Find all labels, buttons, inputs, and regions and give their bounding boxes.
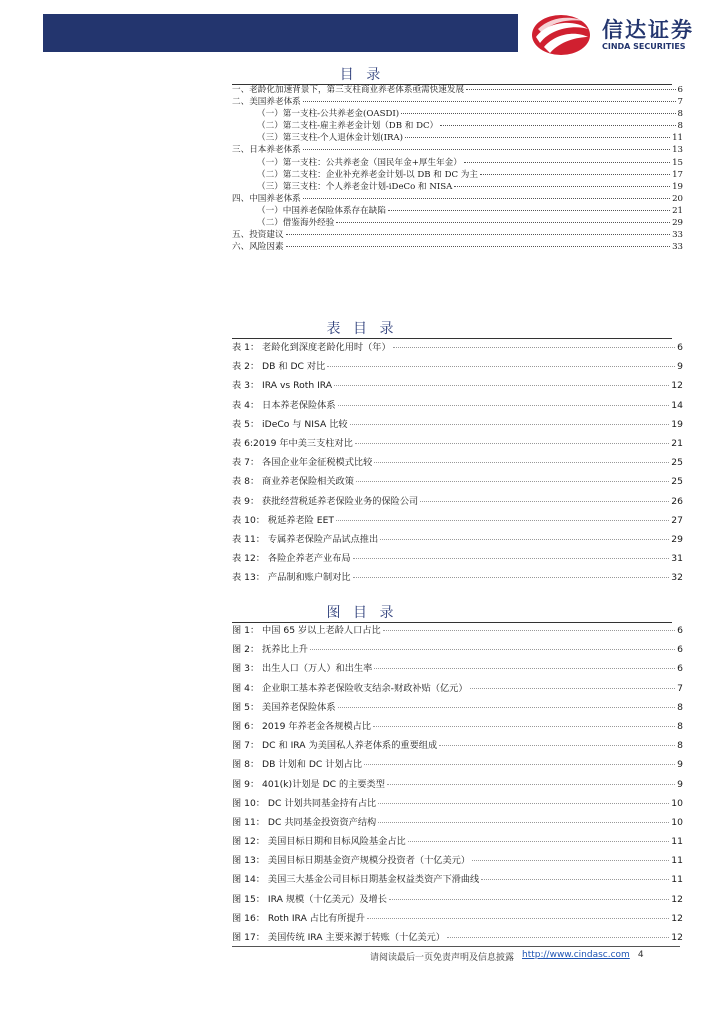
toc-entry-title: 二、美国养老体系 bbox=[232, 97, 301, 108]
table-entry[interactable] bbox=[232, 531, 683, 550]
figure-entry-page: 6 bbox=[677, 644, 683, 656]
leader-dots bbox=[481, 879, 669, 880]
table-entry-title: 表 6:2019 年中美三支柱对比 bbox=[232, 437, 353, 449]
toc-entry-title: （三）第三支柱-个人退休金计划(IRA) bbox=[257, 133, 403, 144]
logo-english-name: CINDA SECURITIES bbox=[602, 42, 686, 51]
logo-chinese-name: 信达证券 bbox=[602, 18, 694, 42]
figure-entry-page: 10 bbox=[671, 816, 683, 828]
leader-dots bbox=[303, 101, 676, 102]
table-entry-page: 19 bbox=[671, 418, 683, 430]
toc-entry[interactable] bbox=[232, 143, 683, 155]
toc-entry[interactable] bbox=[232, 168, 683, 180]
figure-entry-title: 图 9： 401(k)计划是 DC 的主要类型 bbox=[232, 778, 385, 790]
toc-entry-title: 五、投资建议 bbox=[232, 230, 284, 241]
footer-website-link[interactable]: http://www.cindasc.com bbox=[522, 950, 630, 960]
table-entry-title: 表 7： 各国企业年金征税模式比较 bbox=[232, 457, 373, 469]
figure-entry-page: 11 bbox=[671, 874, 683, 886]
leader-dots bbox=[383, 630, 675, 631]
table-entry-page: 9 bbox=[677, 361, 683, 373]
figure-entry[interactable] bbox=[232, 776, 683, 795]
table-entry[interactable] bbox=[232, 454, 683, 473]
toc-list bbox=[232, 83, 683, 252]
table-entry-title: 表 2： DB 和 DC 对比 bbox=[232, 361, 326, 373]
leader-dots bbox=[303, 198, 670, 199]
tables-list bbox=[232, 339, 683, 588]
figure-entry-page: 7 bbox=[677, 682, 683, 694]
toc-entry[interactable] bbox=[232, 83, 683, 95]
figure-entry[interactable] bbox=[232, 660, 683, 679]
leader-dots bbox=[454, 186, 670, 187]
figure-entry-page: 9 bbox=[677, 778, 683, 790]
footer-disclaimer: 请阅读最后一页免责声明及信息披露 bbox=[370, 953, 515, 963]
toc-entry[interactable] bbox=[232, 156, 683, 168]
table-entry[interactable] bbox=[232, 397, 683, 416]
leader-dots bbox=[447, 937, 669, 938]
toc-entry-page: 7 bbox=[677, 97, 683, 108]
leader-dots bbox=[439, 745, 675, 746]
toc-entry-title: （一）中国养老保险体系存在缺陷 bbox=[257, 205, 386, 216]
footer-rule bbox=[232, 946, 680, 947]
table-entry-page: 25 bbox=[671, 457, 683, 469]
figure-entry-title: 图 5： 美国养老保险体系 bbox=[232, 701, 336, 713]
table-entry-page: 27 bbox=[671, 514, 683, 526]
toc-title: 目 录 bbox=[339, 67, 385, 83]
figure-entry-title: 图 15： IRA 规模（十亿美元）及增长 bbox=[232, 893, 387, 905]
figure-entry-title: 图 2： 抚养比上升 bbox=[232, 644, 308, 656]
table-entry-page: 6 bbox=[677, 342, 683, 353]
figure-entry[interactable] bbox=[232, 814, 683, 833]
leader-dots bbox=[466, 89, 675, 90]
toc-entry-title: 四、中国养老体系 bbox=[232, 193, 301, 204]
leader-dots bbox=[336, 222, 670, 223]
leader-dots bbox=[378, 803, 669, 804]
figure-entry-page: 6 bbox=[677, 625, 683, 636]
figure-entry-title: 图 4： 企业职工基本养老保险收支结余-财政补贴（亿元） bbox=[232, 682, 468, 694]
leader-dots bbox=[378, 822, 669, 823]
table-entry-page: 25 bbox=[671, 476, 683, 488]
table-entry-title: 表 4： 日本养老保险体系 bbox=[232, 399, 336, 411]
toc-entry-page: 6 bbox=[677, 85, 683, 95]
figure-entry-title: 图 7： DC 和 IRA 为美国私人养老体系的重要组成 bbox=[232, 740, 438, 752]
table-entry[interactable] bbox=[232, 493, 683, 512]
tables-title: 表 目 录 bbox=[326, 321, 398, 337]
table-entry[interactable] bbox=[232, 512, 683, 531]
table-entry-title: 表 1： 老龄化到深度老龄化用时（年） bbox=[232, 342, 391, 353]
figure-entry-title: 图 17： 美国传统 IRA 主要来源于转账（十亿美元） bbox=[232, 932, 445, 943]
figure-entry[interactable] bbox=[232, 910, 683, 929]
toc-entry-page: 8 bbox=[677, 121, 683, 132]
toc-entry[interactable] bbox=[232, 119, 683, 131]
toc-entry-title: （一）第一支柱：公共养老金（国民年金+厚生年金） bbox=[257, 157, 462, 168]
leader-dots bbox=[480, 174, 670, 175]
table-entry-title: 表 13： 产品制和账户制对比 bbox=[232, 572, 351, 584]
toc-entry-title: （二）借鉴海外经验 bbox=[257, 218, 335, 229]
table-entry-title: 表 9： 获批经营税延养老保险业务的保险公司 bbox=[232, 495, 419, 507]
table-entry-page: 21 bbox=[671, 437, 683, 449]
leader-dots bbox=[353, 558, 670, 559]
toc-entry[interactable] bbox=[232, 180, 683, 192]
leader-dots bbox=[350, 424, 670, 425]
table-entry[interactable] bbox=[232, 550, 683, 569]
leader-dots bbox=[374, 668, 675, 669]
figure-entry-title: 图 14： 美国三大基金公司目标日期基金权益类资产下滑曲线 bbox=[232, 874, 480, 886]
toc-entry[interactable] bbox=[232, 95, 683, 107]
figure-entry[interactable] bbox=[232, 852, 683, 871]
figure-entry-page: 8 bbox=[677, 701, 683, 713]
table-entry[interactable] bbox=[232, 435, 683, 454]
figure-entry[interactable] bbox=[232, 622, 683, 641]
leader-dots bbox=[327, 366, 675, 367]
toc-entry-page: 17 bbox=[672, 169, 683, 180]
table-entry-page: 26 bbox=[671, 495, 683, 507]
leader-dots bbox=[440, 125, 675, 126]
table-entry-title: 表 3： IRA vs Roth IRA bbox=[232, 380, 333, 392]
toc-entry-page: 29 bbox=[672, 218, 683, 229]
table-entry[interactable] bbox=[232, 358, 683, 377]
figure-entry-page: 9 bbox=[677, 759, 683, 771]
toc-entry-title: （三）第三支柱：个人养老金计划-iDeCo 和 NISA bbox=[257, 181, 453, 192]
figure-entry[interactable] bbox=[232, 756, 683, 775]
figure-entry-title: 图 11： DC 共同基金投资资产结构 bbox=[232, 816, 377, 828]
figure-entry-title: 图 16： Roth IRA 占比有所提升 bbox=[232, 912, 365, 924]
leader-dots bbox=[470, 688, 676, 689]
figure-entry-page: 12 bbox=[671, 932, 683, 943]
toc-entry-page: 33 bbox=[672, 242, 683, 253]
toc-entry-page: 11 bbox=[672, 133, 683, 144]
table-entry-title: 表 8： 商业养老保险相关政策 bbox=[232, 476, 354, 488]
figure-entry-page: 12 bbox=[671, 893, 683, 905]
toc-entry-title: （二）第二支柱-雇主养老金计划（DB 和 DC） bbox=[257, 121, 439, 132]
figure-entry-page: 11 bbox=[671, 855, 683, 867]
figure-entry-title: 图 13： 美国目标日期基金资产规模分投资者（十亿美元） bbox=[232, 855, 471, 867]
figure-entry[interactable] bbox=[232, 833, 683, 852]
figure-entry[interactable] bbox=[232, 680, 683, 699]
toc-entry-title: 六、风险因素 bbox=[232, 242, 284, 253]
table-entry[interactable] bbox=[232, 473, 683, 492]
toc-entry[interactable] bbox=[232, 131, 683, 143]
cinda-logo-mark-icon bbox=[530, 13, 592, 57]
leader-dots bbox=[367, 918, 669, 919]
figure-entry-title: 图 6： 2019 年养老金各规模占比 bbox=[232, 720, 372, 732]
leader-dots bbox=[420, 501, 669, 502]
leader-dots bbox=[405, 137, 670, 138]
toc-entry-page: 13 bbox=[672, 145, 683, 156]
figures-list bbox=[232, 622, 683, 948]
toc-entry-page: 20 bbox=[672, 193, 683, 204]
toc-entry-title: 三、日本养老体系 bbox=[232, 145, 301, 156]
figure-entry[interactable] bbox=[232, 795, 683, 814]
table-entry-title: 表 12： 各险企养老产业布局 bbox=[232, 553, 351, 565]
figure-entry-page: 10 bbox=[671, 797, 683, 809]
leader-dots bbox=[464, 162, 670, 163]
toc-entry-page: 15 bbox=[672, 157, 683, 168]
figure-entry[interactable] bbox=[232, 699, 683, 718]
leader-dots bbox=[310, 649, 675, 650]
leader-dots bbox=[388, 210, 670, 211]
leader-dots bbox=[353, 577, 670, 578]
table-entry[interactable] bbox=[232, 339, 683, 358]
figure-entry-page: 6 bbox=[677, 663, 683, 675]
table-entry-page: 29 bbox=[671, 533, 683, 545]
header-band bbox=[43, 14, 518, 52]
leader-dots bbox=[334, 385, 669, 386]
leader-dots bbox=[393, 347, 675, 348]
table-entry[interactable] bbox=[232, 416, 683, 435]
leader-dots bbox=[338, 707, 676, 708]
leader-dots bbox=[389, 899, 669, 900]
toc-entry[interactable] bbox=[232, 204, 683, 216]
leader-dots bbox=[364, 764, 675, 765]
figure-entry-title: 图 12： 美国目标日期和目标风险基金占比 bbox=[232, 836, 406, 848]
toc-entry[interactable] bbox=[232, 192, 683, 204]
figure-entry[interactable] bbox=[232, 718, 683, 737]
table-entry[interactable] bbox=[232, 377, 683, 396]
figures-title: 图 目 录 bbox=[326, 605, 398, 621]
toc-entry-page: 19 bbox=[672, 181, 683, 192]
toc-entry-page: 33 bbox=[672, 230, 683, 241]
table-entry-title: 表 10： 税延养老险 EET bbox=[232, 514, 334, 526]
toc-entry[interactable] bbox=[232, 107, 683, 119]
figure-entry-page: 8 bbox=[677, 720, 683, 732]
leader-dots bbox=[401, 113, 675, 114]
toc-entry-page: 21 bbox=[672, 205, 683, 216]
leader-dots bbox=[336, 520, 669, 521]
table-entry-page: 32 bbox=[671, 572, 683, 584]
figure-entry-title: 图 8： DB 计划和 DC 计划占比 bbox=[232, 759, 363, 771]
table-entry-page: 14 bbox=[671, 399, 683, 411]
table-entry[interactable] bbox=[232, 569, 683, 588]
toc-entry[interactable] bbox=[232, 240, 683, 252]
figure-entry-page: 8 bbox=[677, 740, 683, 752]
table-entry-page: 12 bbox=[671, 380, 683, 392]
toc-entry-title: （二）第二支柱：企业补充养老金计划-以 DB 和 DC 为主 bbox=[257, 169, 478, 180]
leader-dots bbox=[472, 860, 669, 861]
toc-entry-title: 一、老龄化加速背景下，第三支柱商业养老体系亟需快速发展 bbox=[232, 85, 465, 95]
footer bbox=[370, 950, 680, 963]
figure-entry[interactable] bbox=[232, 737, 683, 756]
leader-dots bbox=[380, 539, 669, 540]
toc-entry[interactable] bbox=[232, 216, 683, 228]
cinda-logo bbox=[530, 13, 710, 57]
table-entry-page: 31 bbox=[671, 553, 683, 565]
table-entry-title: 表 11： 专属养老保险产品试点推出 bbox=[232, 533, 379, 545]
toc-entry-page: 8 bbox=[677, 109, 683, 120]
figure-entry-title: 图 1： 中国 65 岁以上老龄人口占比 bbox=[232, 625, 381, 636]
leader-dots bbox=[355, 443, 669, 444]
toc-entry-title: （一）第一支柱-公共养老金(OASDI) bbox=[257, 109, 400, 120]
table-entry-title: 表 5： iDeCo 与 NISA 比较 bbox=[232, 418, 348, 430]
figure-entry[interactable] bbox=[232, 871, 683, 890]
figure-entry[interactable] bbox=[232, 891, 683, 910]
leader-dots bbox=[387, 784, 675, 785]
leader-dots bbox=[373, 726, 675, 727]
leader-dots bbox=[408, 841, 670, 842]
figure-entry-title: 图 3： 出生人口（万人）和出生率 bbox=[232, 663, 373, 675]
figure-entry[interactable] bbox=[232, 641, 683, 660]
leader-dots bbox=[286, 246, 670, 247]
toc-entry[interactable] bbox=[232, 228, 683, 240]
leader-dots bbox=[286, 234, 670, 235]
leader-dots bbox=[356, 481, 669, 482]
leader-dots bbox=[374, 462, 669, 463]
figure-entry-page: 11 bbox=[671, 836, 683, 848]
figure-entry-title: 图 10： DC 计划共同基金持有占比 bbox=[232, 797, 377, 809]
leader-dots bbox=[338, 405, 670, 406]
leader-dots bbox=[303, 149, 670, 150]
figure-entry-page: 12 bbox=[671, 912, 683, 924]
footer-page-number: 4 bbox=[637, 950, 644, 960]
